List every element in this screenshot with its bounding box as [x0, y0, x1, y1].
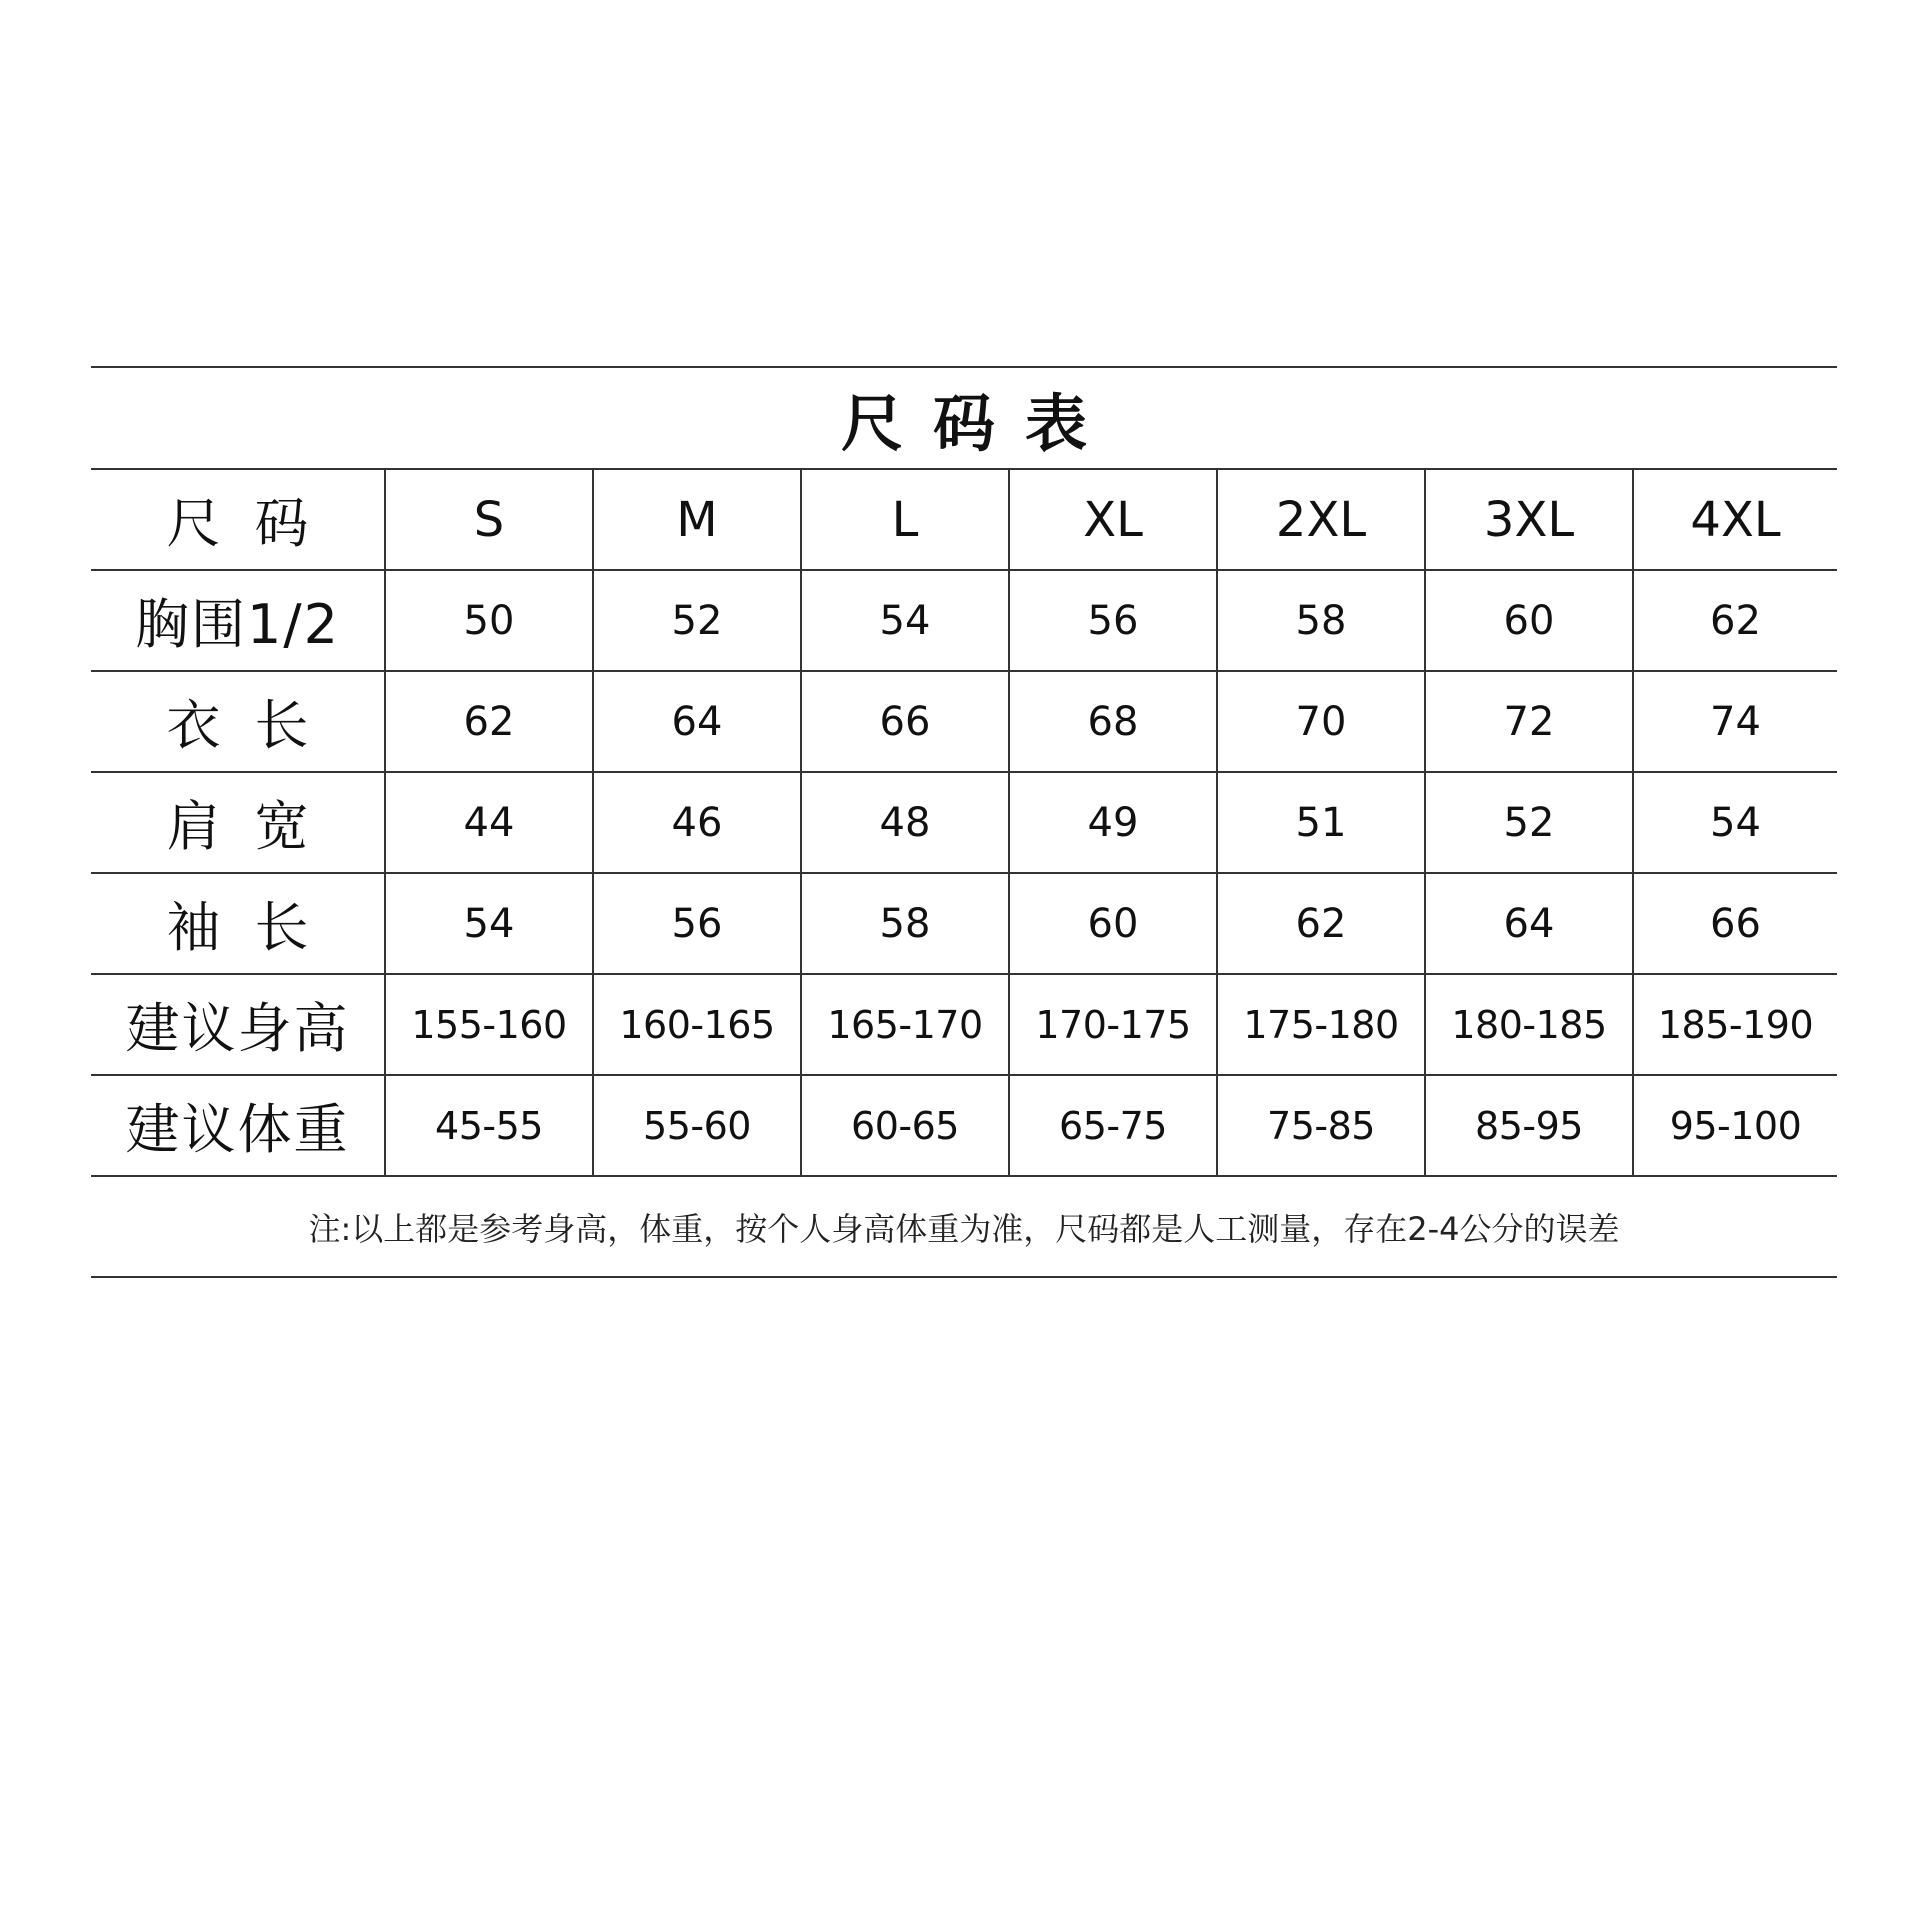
cell-chest-s: 50 [385, 570, 593, 671]
cell-height-4xl: 185-190 [1633, 974, 1837, 1075]
cell-weight-2xl: 75-85 [1217, 1075, 1425, 1176]
cell-shoulder-l: 48 [801, 772, 1009, 873]
cell-height-s: 155-160 [385, 974, 593, 1075]
cell-sleeve-l: 58 [801, 873, 1009, 974]
row-length [91, 671, 1837, 772]
cell-sleeve-3xl: 64 [1425, 873, 1633, 974]
cell-height-m: 160-165 [593, 974, 801, 1075]
note-text: 注:以上都是参考身高，体重，按个人身高体重为准，尺码都是人工测量，存在2-4公分的误差 [308, 1209, 1620, 1248]
cell-length-2xl: 70 [1217, 671, 1425, 772]
cell-height-xl: 170-175 [1009, 974, 1217, 1075]
cell-shoulder-4xl: 54 [1633, 772, 1837, 873]
size-l: L [801, 470, 1009, 570]
header-label: 尺码 [91, 470, 385, 570]
size-s: S [385, 470, 593, 570]
size-xl: XL [1009, 470, 1217, 570]
cell-sleeve-xl: 60 [1009, 873, 1217, 974]
size-2xl: 2XL [1217, 470, 1425, 570]
cell-chest-2xl: 58 [1217, 570, 1425, 671]
size-3xl: 3XL [1425, 470, 1633, 570]
cell-length-4xl: 74 [1633, 671, 1837, 772]
cell-weight-m: 55-60 [593, 1075, 801, 1176]
row-shoulder [91, 772, 1837, 873]
cell-chest-4xl: 62 [1633, 570, 1837, 671]
cell-length-l: 66 [801, 671, 1009, 772]
cell-sleeve-m: 56 [593, 873, 801, 974]
cell-shoulder-xl: 49 [1009, 772, 1217, 873]
cell-sleeve-2xl: 62 [1217, 873, 1425, 974]
cell-weight-xl: 65-75 [1009, 1075, 1217, 1176]
cell-shoulder-3xl: 52 [1425, 772, 1633, 873]
chart-title: 尺码表 [840, 386, 1117, 460]
row-sleeve [91, 873, 1837, 974]
cell-length-xl: 68 [1009, 671, 1217, 772]
cell-chest-xl: 56 [1009, 570, 1217, 671]
row-label-height: 建议身高 [91, 974, 385, 1075]
cell-shoulder-m: 46 [593, 772, 801, 873]
cell-length-s: 62 [385, 671, 593, 772]
row-label-sleeve: 袖长 [91, 873, 385, 974]
cell-height-2xl: 175-180 [1217, 974, 1425, 1075]
title-row [91, 368, 1837, 470]
header-row [91, 470, 1837, 570]
row-label-chest: 胸围1/2 [91, 570, 385, 671]
row-height [91, 974, 1837, 1075]
row-chest [91, 570, 1837, 671]
cell-height-l: 165-170 [801, 974, 1009, 1075]
size-table [91, 470, 1837, 1177]
cell-chest-l: 54 [801, 570, 1009, 671]
cell-chest-3xl: 60 [1425, 570, 1633, 671]
cell-height-3xl: 180-185 [1425, 974, 1633, 1075]
cell-sleeve-s: 54 [385, 873, 593, 974]
size-m: M [593, 470, 801, 570]
cell-shoulder-2xl: 51 [1217, 772, 1425, 873]
size-4xl: 4XL [1633, 470, 1837, 570]
cell-chest-m: 52 [593, 570, 801, 671]
row-label-shoulder: 肩宽 [91, 772, 385, 873]
row-label-length: 衣长 [91, 671, 385, 772]
cell-weight-s: 45-55 [385, 1075, 593, 1176]
row-label-weight: 建议体重 [91, 1075, 385, 1176]
cell-sleeve-4xl: 66 [1633, 873, 1837, 974]
cell-weight-4xl: 95-100 [1633, 1075, 1837, 1176]
cell-weight-l: 60-65 [801, 1075, 1009, 1176]
row-weight [91, 1075, 1837, 1176]
size-chart [91, 366, 1837, 1278]
cell-length-3xl: 72 [1425, 671, 1633, 772]
note-row [91, 1177, 1837, 1278]
cell-length-m: 64 [593, 671, 801, 772]
cell-weight-3xl: 85-95 [1425, 1075, 1633, 1176]
cell-shoulder-s: 44 [385, 772, 593, 873]
